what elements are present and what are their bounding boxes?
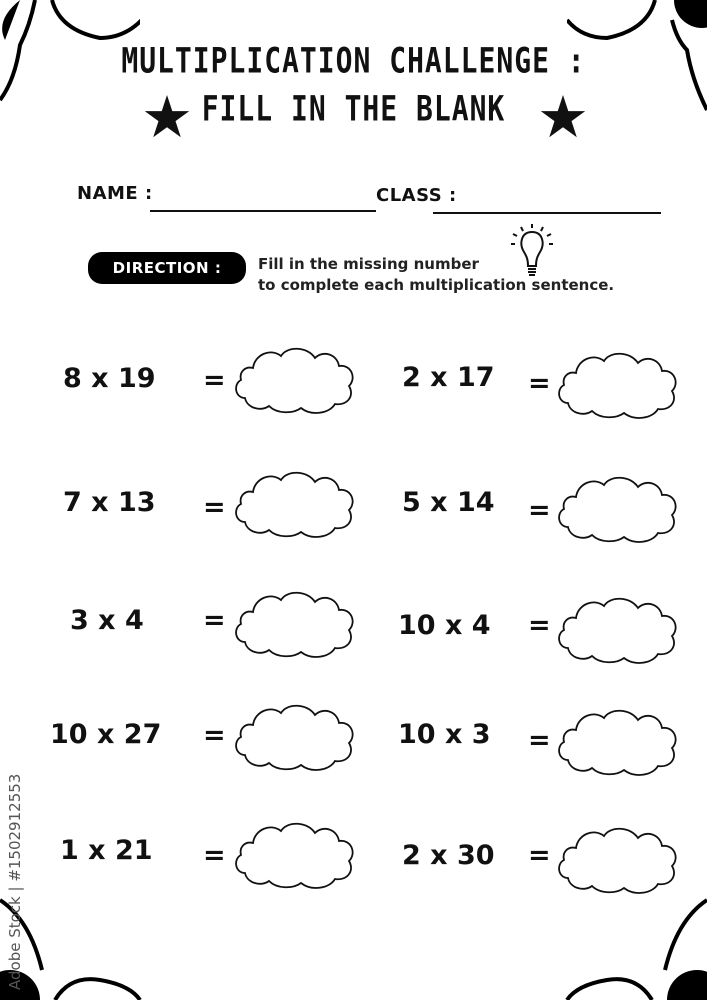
watermark: Adobe Stock | #1502912553 (6, 773, 24, 990)
class-field[interactable] (433, 212, 661, 214)
equals-sign: = (528, 725, 551, 756)
answer-cloud-right-2[interactable] (554, 467, 682, 547)
equals-sign: = (203, 720, 226, 751)
star-icon: ★ (537, 83, 589, 151)
title-line-1: MULTIPLICATION CHALLENGE : (121, 39, 586, 82)
equals-sign: = (528, 840, 551, 871)
answer-cloud-right-1[interactable] (554, 343, 682, 423)
equals-sign: = (528, 495, 551, 526)
direction-badge: DIRECTION : (88, 252, 246, 284)
lightbulb-icon (503, 222, 561, 280)
answer-cloud-right-3[interactable] (554, 588, 682, 668)
equals-sign: = (528, 610, 551, 641)
problem-left-5: 1 x 21 (60, 835, 153, 866)
equals-sign: = (203, 492, 226, 523)
problem-left-1: 8 x 19 (63, 363, 156, 394)
answer-cloud-left-4[interactable] (231, 695, 359, 775)
equals-sign: = (203, 605, 226, 636)
name-field[interactable] (150, 210, 376, 212)
direction-line-2: to complete each multiplication sentence. (258, 276, 615, 294)
name-label: NAME : (77, 183, 153, 204)
answer-cloud-right-4[interactable] (554, 700, 682, 780)
answer-cloud-left-3[interactable] (231, 582, 359, 662)
problem-right-4: 10 x 3 (398, 719, 491, 750)
equals-sign: = (528, 368, 551, 399)
answer-cloud-right-5[interactable] (554, 818, 682, 898)
answer-cloud-left-2[interactable] (231, 462, 359, 542)
problem-left-3: 3 x 4 (70, 605, 144, 636)
problem-right-1: 2 x 17 (402, 362, 495, 393)
star-icon: ★ (141, 83, 193, 151)
equals-sign: = (203, 365, 226, 396)
title-line-2: FILL IN THE BLANK (201, 87, 506, 130)
answer-cloud-left-5[interactable] (231, 813, 359, 893)
problem-left-2: 7 x 13 (63, 487, 156, 518)
problem-right-5: 2 x 30 (402, 840, 495, 871)
problem-left-4: 10 x 27 (50, 719, 162, 750)
equals-sign: = (203, 840, 226, 871)
answer-cloud-left-1[interactable] (231, 338, 359, 418)
class-label: CLASS : (376, 185, 457, 206)
problem-right-2: 5 x 14 (402, 487, 495, 518)
corner-decoration-bottom-left (0, 860, 170, 1000)
direction-line-1: Fill in the missing number (258, 255, 479, 273)
problem-right-3: 10 x 4 (398, 610, 491, 641)
